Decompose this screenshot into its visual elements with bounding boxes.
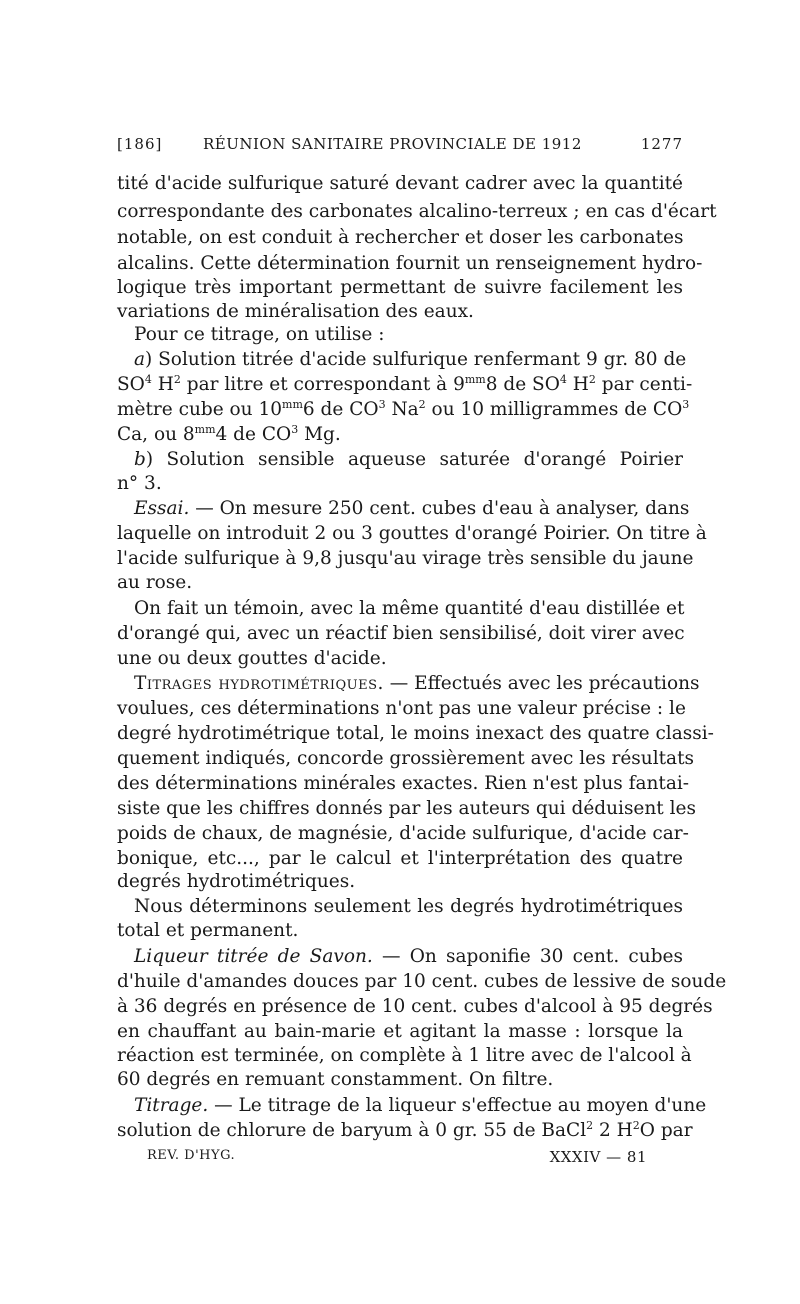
text-line: une ou deux gouttes d'acide. xyxy=(117,648,387,669)
text-line: total et permanent. xyxy=(117,920,299,941)
text-line: On fait un témoin, avec la même quantité d'eau distillée et xyxy=(134,598,685,619)
text-line: voulues, ces déterminations n'ont pas une valeur précise : le xyxy=(117,698,686,719)
text-line: Liqueur titrée de Savon. — On saponifie 30 cent. cubes xyxy=(134,946,683,967)
text-line: à 36 degrés en présence de 10 cent. cubes d'alcool à 95 degrés xyxy=(117,996,713,1017)
text-line: quement indiqués, concorde grossièrement avec les résultats xyxy=(117,748,695,769)
text-line: solution de chlorure de baryum à 0 gr. 55 de BaCl$^2$ 2 $H^2O$ par xyxy=(117,1119,693,1141)
text-line: siste que les chiffres donnés par les auteurs qui déduisent les xyxy=(117,798,696,819)
page-reference: [186] xyxy=(117,135,163,153)
text-line: réaction est terminée, on complète à 1 litre avec de l'alcool à xyxy=(117,1045,692,1066)
text-line: Pour ce titrage, on utilise : xyxy=(134,324,385,345)
text-line: l'acide sulfurique à 9,8 jusqu'au virage très sensible du jaune xyxy=(117,548,694,569)
text-line: $SO^4$ $H^2$ par litre et correspondant à $9^{mm}8$ de $SO^4$ $H^2$ par centi- xyxy=(117,373,693,395)
text-line: Nous déterminons seulement les degrés hydrotimétriques xyxy=(134,896,683,917)
text-line: 60 degrés en remuant constamment. On filtre. xyxy=(117,1069,554,1090)
text-line: notable, on est conduit à rechercher et doser les carbonates xyxy=(117,227,684,248)
text-line: au rose. xyxy=(117,572,193,593)
text-line: Ca, ou $8^{mm}4$ de $CO^3$ Mg. xyxy=(117,423,341,445)
text-line: en chauffant au bain-marie et agitant la masse : lorsque la xyxy=(117,1021,683,1042)
text-line: degré hydrotimétrique total, le moins inexact des quatre classi- xyxy=(117,723,714,744)
journal-signature: REV. D'HYG. xyxy=(147,1148,236,1163)
page-number: 1277 xyxy=(640,135,683,153)
text-line: d'orangé qui, avec un réactif bien sensibilisé, doit virer avec xyxy=(117,623,685,644)
text-line: Essai. — On mesure 250 cent. cubes d'eau à analyser, dans xyxy=(134,498,690,519)
text-line: des déterminations minérales exactes. Rien n'est plus fantai- xyxy=(117,773,690,794)
text-line: correspondante des carbonates alcalino-terreux ; en cas d'écart xyxy=(117,201,717,222)
text-line: mètre cube ou $10^{mm}6$ de $CO^3$ Na$^2$ ou 10 milligrammes de $CO^3$ xyxy=(117,398,690,420)
running-title: RÉUNION SANITAIRE PROVINCIALE DE 1912 xyxy=(203,135,582,153)
text-line: variations de minéralisation des eaux. xyxy=(117,301,474,322)
text-line: poids de chaux, de magnésie, d'acide sulfurique, d'acide car- xyxy=(117,823,689,844)
text-line: Titrage. — Le titrage de la liqueur s'effectue au moyen d'une xyxy=(134,1095,707,1116)
text-line: degrés hydrotimétriques. xyxy=(117,871,356,892)
text-line: logique très important permettant de suivre facilement les xyxy=(117,277,683,298)
text-line: b) Solution sensible aqueuse saturée d'orangé Poirier xyxy=(134,449,683,470)
text-line: Titrages hydrotimétriques. — Effectués avec les précautions xyxy=(134,673,700,694)
text-line: d'huile d'amandes douces par 10 cent. cubes de lessive de soude xyxy=(117,971,727,992)
sheet-signature: XXXIV — 81 xyxy=(549,1148,647,1166)
text-line: n° 3. xyxy=(117,473,162,494)
text-line: a) Solution titrée d'acide sulfurique renfermant 9 gr. 80 de xyxy=(134,349,687,370)
text-line: alcalins. Cette détermination fournit un renseignement hydro- xyxy=(117,253,703,274)
text-line: bonique, etc..., par le calcul et l'interprétation des quatre xyxy=(117,848,683,869)
text-line: laquelle on introduit 2 ou 3 gouttes d'orangé Poirier. On titre à xyxy=(117,523,707,544)
text-line: tité d'acide sulfurique saturé devant cadrer avec la quantité xyxy=(117,173,683,194)
